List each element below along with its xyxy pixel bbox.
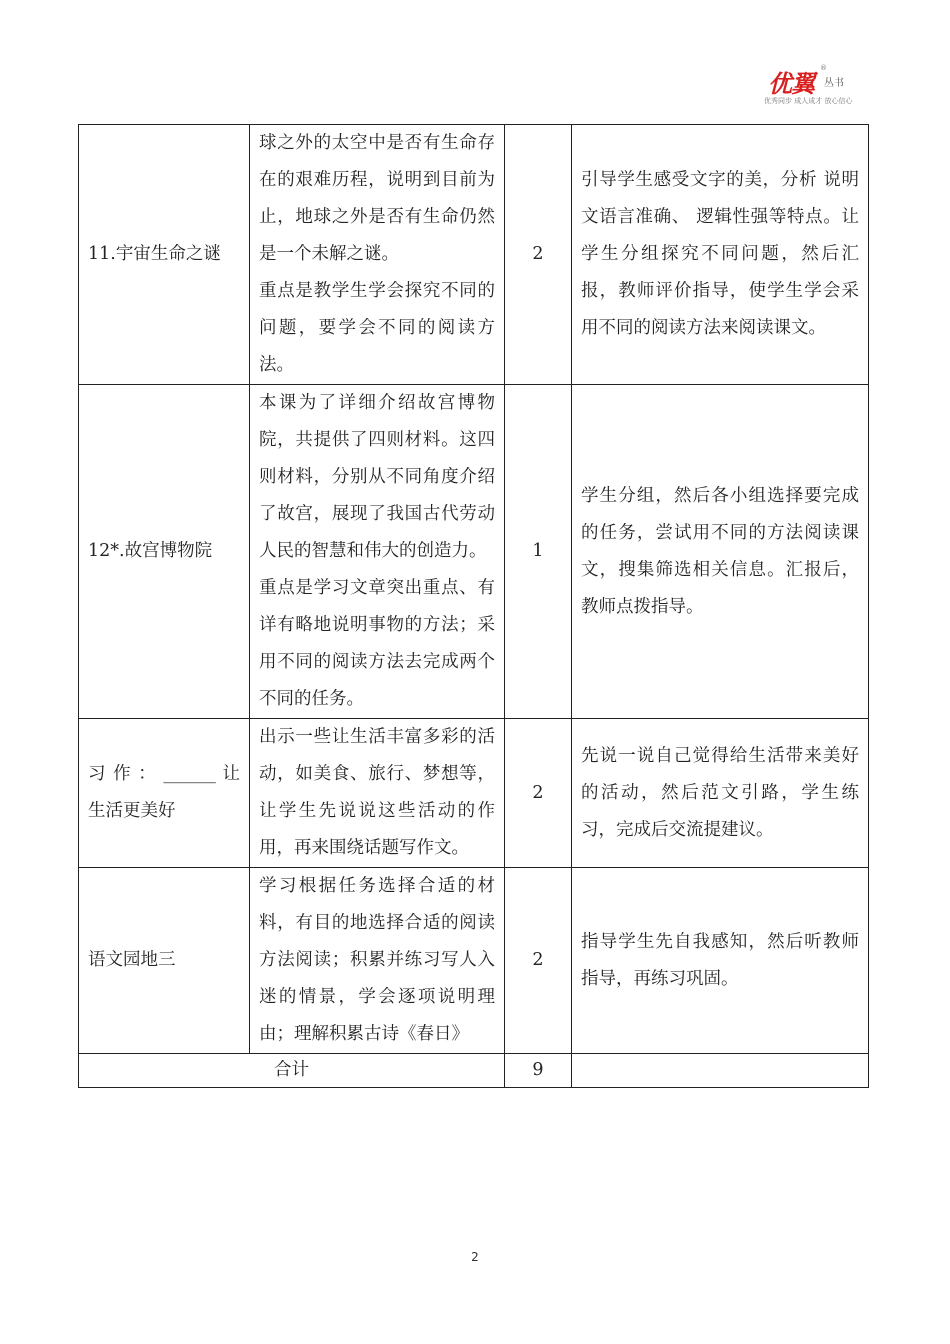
- lesson-title: 12*.故宫博物院: [79, 385, 250, 719]
- content-paragraph: 学习根据任务选择合适的材料，有目的地选择合适的阅读方法阅读；积累并练习写人入迷的情景，学会逐项说明理由；理解积累古诗《春日》: [259, 876, 495, 1044]
- logo-tagline: 优秀同步 成人成才 放心信心: [764, 97, 853, 105]
- logo-series-label: 丛书: [824, 78, 844, 89]
- content-paragraph: 球之外的太空中是否有生命存在的艰难历程，说明到目前为止，地球之外是否有生命仍然是一个未解之谜。: [259, 133, 495, 264]
- lesson-hours: 2: [505, 868, 572, 1054]
- table-row: [79, 385, 869, 719]
- lesson-hours: 2: [505, 125, 572, 385]
- table-row: [79, 125, 869, 385]
- teaching-method: 引导学生感受文字的美，分析 说明文语言准确、 逻辑性强等特点。让学生分组探究不同问题，然后汇报，教师评价指导，使学生学会采用不同的阅读方法来阅读课文。: [572, 125, 869, 385]
- table-row: [79, 719, 869, 868]
- lesson-plan-table: [78, 124, 869, 1088]
- teaching-method: 先说一说自己觉得给生活带来美好的活动，然后范文引路，学生练习，完成后交流提建议。: [572, 719, 869, 868]
- lesson-title: 习 作 ： ______ 让生活更美好: [79, 719, 250, 868]
- total-label: 合计: [79, 1054, 505, 1088]
- lesson-title: 11.宇宙生命之谜: [79, 125, 250, 385]
- lesson-content: [250, 719, 505, 868]
- teaching-method: 学生分组，然后各小组选择要完成的任务，尝试用不同的方法阅读课文，搜集筛选相关信息。汇报后，教师点拨指导。: [572, 385, 869, 719]
- registered-mark: ®: [820, 64, 827, 72]
- lesson-hours: 1: [505, 385, 572, 719]
- table-row: [79, 868, 869, 1054]
- logo-wordmark: 优翼: [768, 70, 814, 98]
- lesson-content: [250, 125, 505, 385]
- total-row: [79, 1054, 869, 1088]
- total-hours: 9: [505, 1054, 572, 1088]
- lesson-hours: 2: [505, 719, 572, 868]
- total-empty-cell: [572, 1054, 869, 1088]
- page-number: 2: [471, 1250, 479, 1264]
- lesson-title: 语文园地三: [79, 868, 250, 1054]
- lesson-content: [250, 385, 505, 719]
- lesson-content: [250, 868, 505, 1054]
- content-paragraph: 重点是教学生学会探究不同的问题，要学会不同的阅读方法。: [259, 281, 495, 375]
- publisher-logo: [764, 64, 864, 108]
- content-paragraph: 重点是学习文章突出重点、有详有略地说明事物的方法；采用不同的阅读方法去完成两个不同的任务。: [259, 578, 495, 709]
- content-paragraph: 出示一些让生活丰富多彩的活动，如美食、旅行、梦想等，让学生先说说这些活动的作用，再来围绕话题写作文。: [259, 727, 495, 858]
- teaching-method: 指导学生先自我感知，然后听教师指导，再练习巩固。: [572, 868, 869, 1054]
- content-paragraph: 本课为了详细介绍故宫博物院，共提供了四则材料。这四则材料，分别从不同角度介绍了故宫，展现了我国古代劳动人民的智慧和伟大的创造力。: [259, 393, 495, 561]
